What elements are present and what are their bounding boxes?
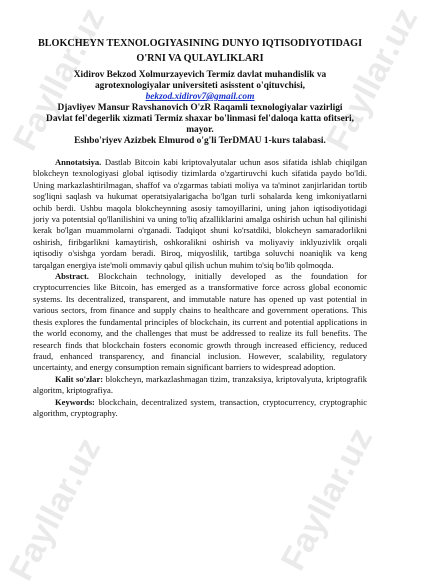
watermark: Fayllar.uz (318, 1, 426, 157)
author-2-name: Djavliyev Mansur Ravshanovich O'zR Raqamli texnologiyalar vazirligi (57, 103, 343, 113)
paper-title-line-1: BLOKCHEYN TEXNOLOGIYASINING DUNYO IQTISODIYOTIDAGI (37, 38, 363, 49)
watermark: Fayllar.uz (273, 421, 381, 577)
kalit-sozlar-label: Kalit so'zlar: (55, 373, 104, 384)
keywords-paragraph (33, 397, 367, 420)
author-1-affiliation: agrotexnologiyalar universiteti asisstent o'qituvchisi, (94, 81, 306, 91)
annotation-text: Dastlab Bitcoin kabi kriptovalyutalar uchun asos sifatida ishlab chiqilgan blokcheyn texnologiyasi global iqtisodiy tizimlarda o'zgartiruvchi kuch sifatida paydo bo'ldi. Uning markazlashtirilmagan, shaffof va o'zgarmas tabiati moliya va ta'minot zanjirlaridan tortib sog'liqni saqlash va hukumat operatsiyalarigacha bo'lgan turli sohalarda keng imkoniyatlarni ochib berdi. Ushbu maqola blokcheynning asosiy tamoyillarini, uning jahon iqtisodiyotidagi joriy va potentsial qo'llanilishini va uning to'liq afzalliklarini amalga oshirish uchun hal qilinishi kerak bo'lgan muammolarni o'rganadi. Tadqiqot shuni ko'rsatdiki, blokcheyn samaradorlikni oshirish, firibgarlikni kamaytirish, oshkoralikni oshirish va moliyaviy inklyuzivlik orqali iqtisodiy o'sishga yordam beradi. Biroq, miqyoslilik, tartibga soluvchi noaniqlik va keng tarqalgan energiya iste'moli ommaviy qabul qilish uchun muhim to'siq bo'lib qolmoqda. (33, 157, 368, 270)
author-1-email-link[interactable]: bekzod.xidirov7@gmail.com (145, 92, 255, 102)
keywords-label: Keywords: (55, 396, 95, 407)
paper-title (33, 36, 367, 66)
abstract-paragraph (33, 271, 367, 374)
watermark: Fayllar.uz (5, 1, 113, 157)
annotation-label: Annotatsiya. (55, 157, 102, 167)
keywords-text: blockchain, decentralized system, transaction, cryptocurrency, cryptographic algorithm, cryptography. (33, 396, 368, 418)
kalit-sozlar-paragraph (33, 374, 367, 397)
paper-title-line-2: O'RNI VA QULAYLIKLARI (136, 53, 264, 64)
abstract-label: Abstract. (55, 271, 89, 282)
author-2-rank: mayor. (186, 125, 214, 135)
annotation-paragraph (33, 157, 367, 271)
author-1-name: Xidirov Bekzod Xolmurzayevich Termiz davlat muhandislik va (73, 70, 327, 80)
abstract-text: Blockchain technology, initially developed as the foundation for cryptocurrencies like Bitcoin, has emerged as a transformative force across global economic systems. Its decentralized, transparent, and immutable nature has opened up vast potential in various sectors, from finance and supply chains to healthcare and government operations. This thesis explores the fundamental principles of blockchain, its current and potential applications in the world economy, and the challenges that must be addressed to realize its full benefits. The research finds that blockchain fosters economic growth through increased efficiency, reduced fraud, enhanced transparency, and financial inclusion. However, scalability, regulatory uncertainty, and energy consumption remain significant barriers to widespread adoption. (33, 271, 367, 373)
watermark: Fayllar.uz (1, 431, 109, 587)
kalit-sozlar-text: blokcheyn, markazlashmagan tizim, tranzaksiya, kriptovalyuta, kriptografik algoritm, kriptografiya. (33, 373, 367, 396)
author-block (33, 70, 367, 147)
author-2-affiliation: Davlat fel'degerlik xizmati Termiz shaxar bo'linmasi fel'daloqa katta ofitseri, (46, 114, 354, 124)
author-3: Eshbo'riyev Azizbek Elmurod o'g'li TerDMAU 1-kurs talabasi. (74, 136, 326, 146)
